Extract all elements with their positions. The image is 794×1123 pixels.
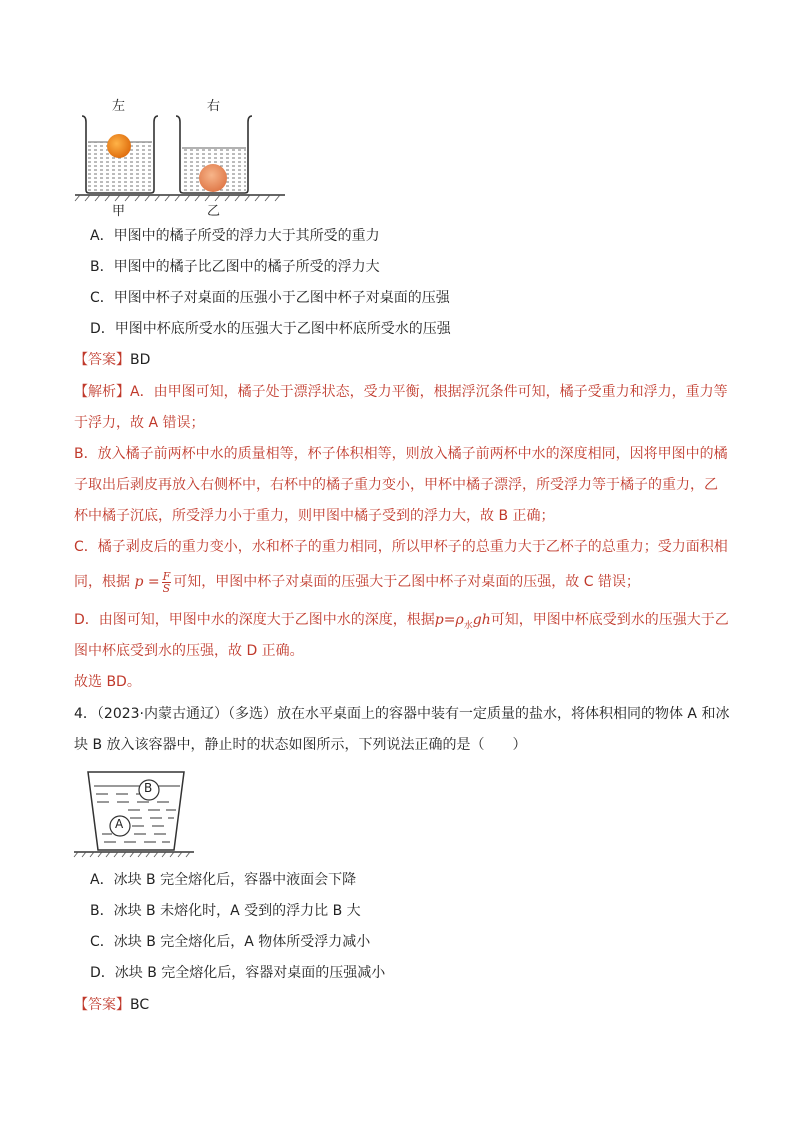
container-figure — [72, 768, 197, 858]
formula-d: p=ρ — [434, 612, 464, 628]
q4-option-c: C．冰块 B 完全熔化后，A 物体所受浮力减小 — [90, 934, 371, 950]
formula-d-end: gh — [472, 612, 491, 628]
q4-stem-line1: 4．（2023·内蒙古通辽）（多选）放在水平桌面上的容器中装有一定质量的盐水，将体积相同的物体 A 和冰 — [74, 706, 730, 722]
q4-answer-value: BC — [130, 997, 150, 1013]
formula-p: p = — [134, 574, 160, 590]
q3-option-a: A．甲图中的橘子所受的浮力大于其所受的重力 — [90, 228, 380, 244]
formula-d-sub: 水 — [463, 620, 473, 631]
left-label: 左 — [112, 99, 126, 114]
q4-answer-tag: 【答案】 — [74, 997, 130, 1013]
analysis-c-pre: 同，根据 — [74, 574, 130, 590]
caption-left: 甲 — [112, 204, 126, 219]
analysis-d-line1 — [74, 610, 729, 636]
right-label: 右 — [207, 99, 221, 114]
q4-option-d: D．冰块 B 完全熔化后，容器对桌面的压强减小 — [90, 965, 386, 981]
q4-stem-line2: 块 B 放入该容器中，静止时的状态如图所示，下列说法正确的是（ ） — [74, 737, 527, 753]
analysis-tag: 【解析】 — [74, 384, 130, 400]
container-figure-svg — [72, 768, 197, 858]
q3-option-b: B．甲图中的橘子比乙图中的橘子所受的浮力大 — [90, 259, 380, 275]
beaker-figure-svg — [70, 92, 290, 222]
conclusion: 故选 BD。 — [74, 674, 141, 690]
object-a-label: A — [115, 817, 124, 831]
analysis-b-line1: B．放入橘子前两杯中水的质量相等，杯子体积相等，则放入橘子前两杯中水的深度相同，因将甲图中的橘 — [74, 446, 728, 462]
analysis-a-line1 — [74, 382, 728, 402]
q4-option-a: A．冰块 B 完全熔化后，容器中液面会下降 — [90, 872, 357, 888]
analysis-d-line2: 图中杯底受到水的压强，故 D 正确。 — [74, 643, 304, 659]
q4-answer — [74, 995, 149, 1015]
q3-option-d: D．甲图中杯底所受水的压强大于乙图中杯底所受水的压强 — [90, 321, 451, 337]
answer-value: BD — [130, 352, 151, 368]
analysis-c-line1: C．橘子剥皮后的重力变小，水和杯子的重力相同，所以甲杯子的总重力大于乙杯子的总重力；受力面积相 — [74, 539, 728, 555]
formula-numerator: F — [162, 569, 171, 583]
beaker-figure — [70, 92, 290, 222]
q3-answer — [74, 350, 150, 370]
formula-denominator: S — [162, 581, 171, 595]
q3-option-c: C．甲图中杯子对桌面的压强小于乙图中杯子对桌面的压强 — [90, 290, 450, 306]
analysis-b-line2: 子取出后剥皮再放入右侧杯中，右杯中的橘子重力变小，甲杯中橘子漂浮，所受浮力等于橘子的重力，乙 — [74, 477, 718, 493]
formula-fraction — [162, 571, 172, 594]
analysis-c-post: 可知，甲图中杯子对桌面的压强大于乙图中杯子对桌面的压强，故 C 错误； — [173, 574, 640, 590]
analysis-d-pre: D．由图可知，甲图中水的深度大于乙图中水的深度，根据 — [74, 612, 435, 628]
analysis-d-post: 可知，甲图中杯底受到水的压强大于乙 — [490, 612, 729, 628]
caption-right: 乙 — [207, 204, 221, 219]
q4-option-b: B．冰块 B 未熔化时，A 受到的浮力比 B 大 — [90, 903, 361, 919]
analysis-a-line2: 于浮力，故 A 错误； — [74, 415, 205, 431]
analysis-a-text1: A．由甲图可知，橘子处于漂浮状态，受力平衡，根据浮沉条件可知，橘子受重力和浮力，重力等 — [130, 384, 728, 400]
answer-tag: 【答案】 — [74, 352, 130, 368]
analysis-b-line3: 杯中橘子沉底，所受浮力小于重力，则甲图中橘子受到的浮力大，故 B 正确； — [74, 508, 555, 524]
object-b-label: B — [144, 781, 153, 795]
analysis-c-line2 — [74, 568, 640, 596]
